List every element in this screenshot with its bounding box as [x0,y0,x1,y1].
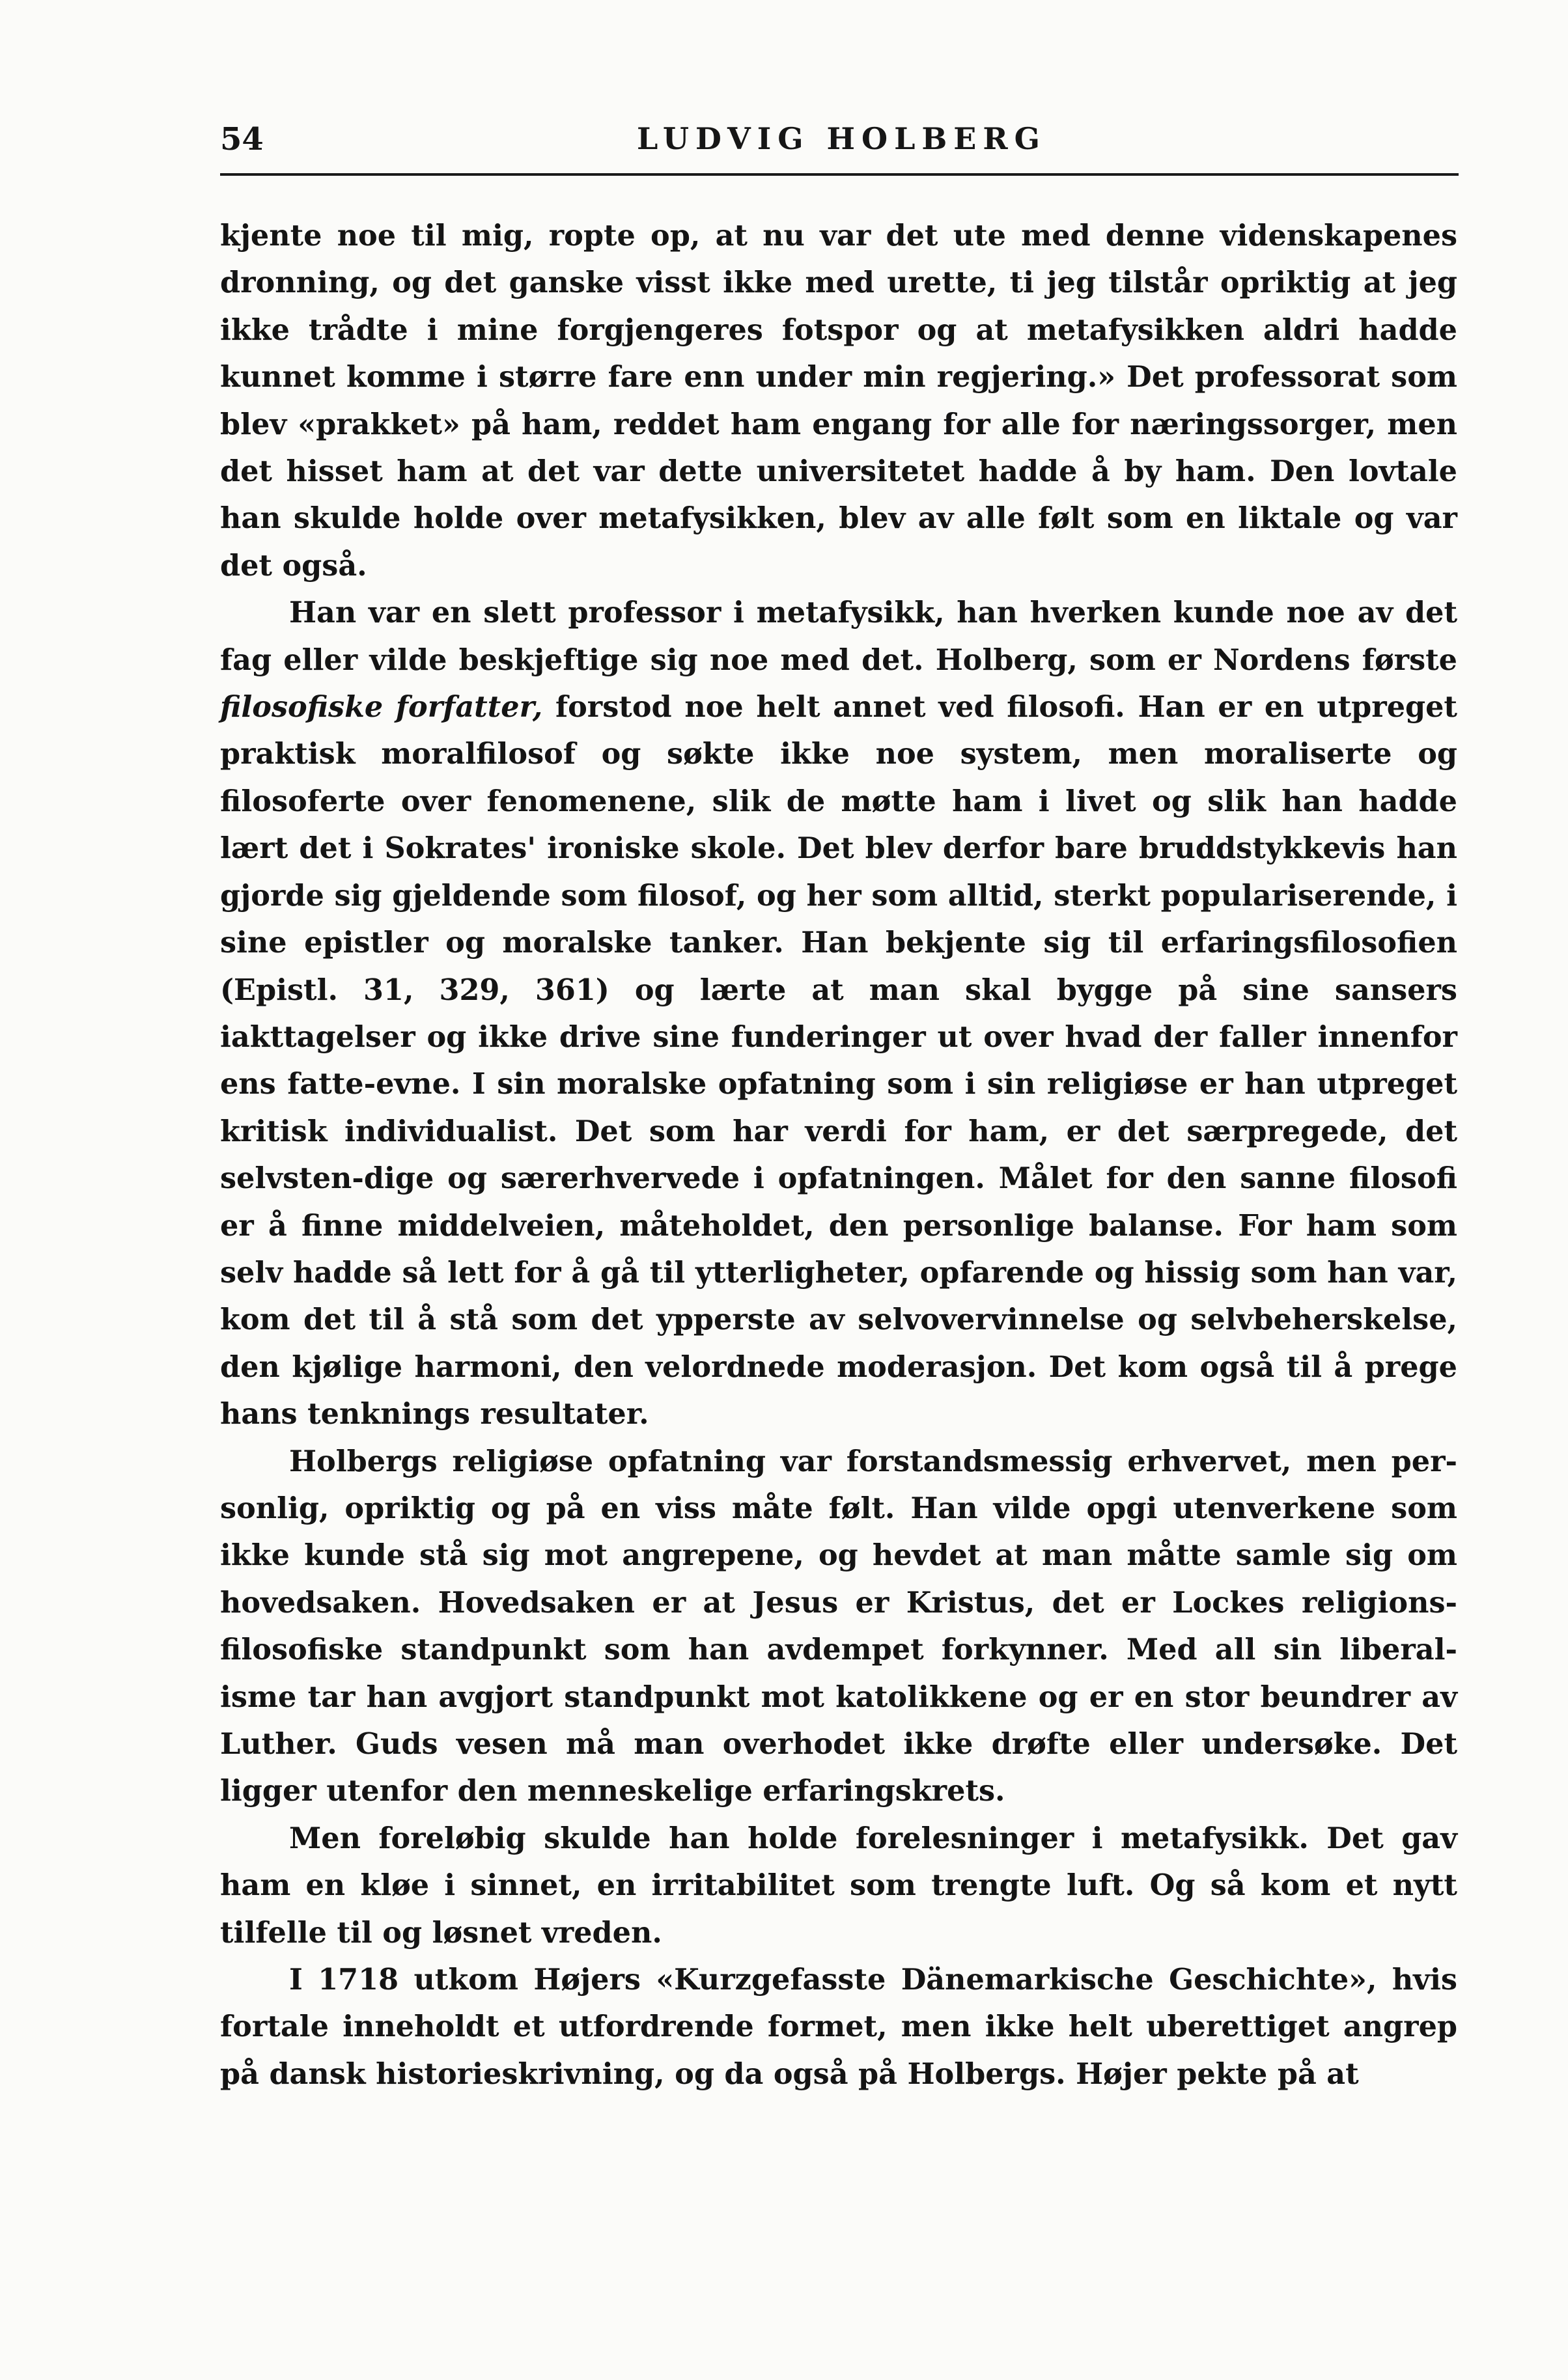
emphasis-filosofiske-forfatter: filosofiske forfatter, [220,690,543,725]
running-head [220,121,1459,176]
page-number: 54 [220,121,264,158]
paragraph-2 [220,589,1457,1437]
body-text [220,212,1457,2097]
paragraph-3: Holbergs religiøse opfatning var forstandsmessig erhvervet, men per-sonlig, opriktig og på en viss måte følt. Han vilde opgi utenverkene som ikke kunde stå sig mot angrepene, og hevdet at man måtte samle sig om hovedsaken. Hovedsaken er at Jesus er Kristus, det er Lockes religions-filosofiske standpunkt som han avdempet forkynner. Med all sin liberal-isme tar han avgjort standpunkt mot katolikkene og er en stor beundrer av Luther. Guds vesen må man overhodet ikke drøfte eller undersøke. Det ligger utenfor den menneskelige erfaringskrets. [220,1444,1457,1808]
paragraph-2-part-2: forstod noe helt annet ved filosofi. Han er en utpreget praktisk moralfilosof og søkte ikke noe system, men moraliserte og filosoferte over fenomenene, slik de møtte ham i livet og slik han hadde lært det i Sokrates' ironiske skole. Det blev derfor bare bruddstykkevis han gjorde sig gjeldende som filosof, og her som alltid, sterkt populariserende, i sine epistler og moralske tanker. Han bekjente sig til erfaringsfilosofien (Epistl. 31, 329, 361) og lærte at man skal bygge på sine sansers iakttagelser og ikke drive sine funderinger ut over hvad der faller innenfor ens fatte-evne. I sin moralske opfatning som i sin religiøse er han utpreget kritisk individualist. Det som har verdi for ham, er det særpregede, det selvsten-dige og særerhvervede i opfatningen. Målet for den sanne filosofi er å finne middelveien, måteholdet, den personlige balanse. For ham som selv hadde så lett for å gå til ytterligheter, opfarende og hissig som han var, kom det til å stå som det ypperste av selvovervinnelse og selvbeherskelse, den kjølige harmoni, den velordnede moderasjon. Det kom også til å prege hans tenknings resultater. [220,690,1457,1432]
paragraph-4: Men foreløbig skulde han holde forelesninger i metafysikk. Det gav ham en kløe i sinnet, en irritabilitet som trengte luft. Og så kom et nytt tilfelle til og løsnet vreden. [220,1821,1457,1950]
paragraph-2-part-1: Han var en slett professor i metafysikk, han hverken kunde noe av det fag eller vilde beskjeftige sig noe med det. Holberg, som er Nordens første [220,596,1457,677]
running-title: LUDVIG HOLBERG [637,121,1046,156]
paragraph-5: I 1718 utkom Højers «Kurzgefasste Dänemarkische Geschichte», hvis fortale inneholdt et utfordrende formet, men ikke helt uberettiget angrep på dansk historieskrivning, og da også på Holbergs. Højer pekte på at [220,1963,1457,2091]
paragraph-1: kjente noe til mig, ropte op, at nu var det ute med denne videnskapenes dronning, og det ganske visst ikke med urette, ti jeg tilstår opriktig at jeg ikke trådte i mine forgjengeres fotspor og at metafysikken aldri hadde kunnet komme i større fare enn under min regjering.» Det professorat som blev «prakket» på ham, reddet ham engang for alle for næringssorger, men det hisset ham at det var dette universitetet hadde å by ham. Den lovtale han skulde holde over metafysikken, blev av alle følt som en liktale og var det også. [220,219,1457,583]
